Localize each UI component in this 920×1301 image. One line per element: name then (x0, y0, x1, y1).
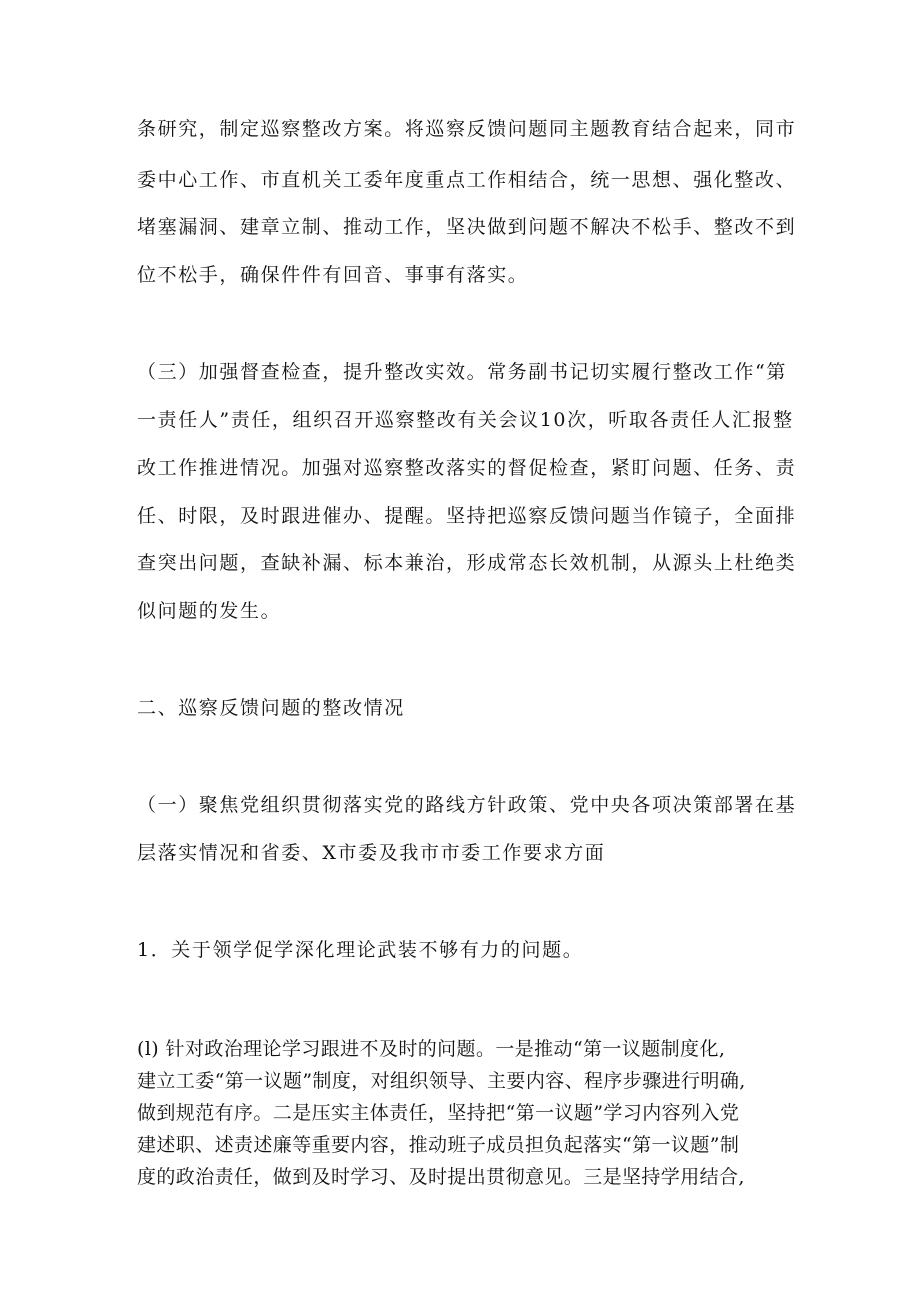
paragraph-line: 改工作推进情况。加强对巡察整改落实的督促检查，紧盯问题、任务、责 (137, 457, 797, 479)
paragraph-line: 位不松手，确保件件有回音、事事有落实。 (137, 264, 529, 286)
sub-item-line: 做到规范有序。二是压实主体责任，坚持把“第一议题”学习内容列入党 (137, 1102, 740, 1124)
sub-item-line: 建立工委“第一议题”制度，对组织领导、主要内容、程序步骤进行明确, (137, 1070, 746, 1092)
paragraph-line: 条研究，制定巡察整改方案。将巡察反馈问题同主题教育结合起来，同市 (137, 118, 797, 140)
paragraph-line: （三）加强督查检查，提升整改实效。常务副书记切实履行整改工作“第 (137, 361, 787, 383)
subsection-heading-line: 层落实情况和省委、X市委及我市市委工作要求方面 (137, 842, 606, 864)
section-heading: 二、巡察反馈问题的整改情况 (137, 697, 405, 719)
paragraph-line: 委中心工作、市直机关工委年度重点工作相结合，统一思想、强化整改、 (137, 169, 797, 191)
paragraph-line: 堵塞漏洞、建章立制、推动工作，坚决做到问题不解决不松手、整改不到 (137, 216, 797, 238)
paragraph-line: 似问题的发生。 (137, 600, 282, 622)
paragraph-line: 查突出问题，查缺补漏、标本兼治，形成常态长效机制，从源头上杜绝类 (137, 552, 797, 574)
sub-item-line: 度的政治责任，做到及时学习、及时提出贯彻意见。三是坚持学用结合, (137, 1166, 745, 1188)
paragraph-line: 一责任人”责任，组织召开巡察整改有关会议10次，听取各责任人汇报整 (137, 409, 794, 431)
paragraph-line: 任、时限，及时跟进催办、提醒。坚持把巡察反馈问题当作镜子，全面排 (137, 505, 797, 527)
subsection-heading-line: （一）聚焦党组织贯彻落实党的路线方针政策、党中央各项决策部署在基 (137, 794, 797, 816)
sub-item-line: (l) 针对政治理论学习跟进不及时的问题。一是推动“第一议题制度化, (137, 1038, 726, 1060)
numbered-item: 1．关于领学促学深化理论武装不够有力的问题。 (137, 939, 584, 961)
sub-item-line: 建述职、述责述廉等重要内容，推动班子成员担负起落实“第一议题”制 (137, 1134, 740, 1156)
